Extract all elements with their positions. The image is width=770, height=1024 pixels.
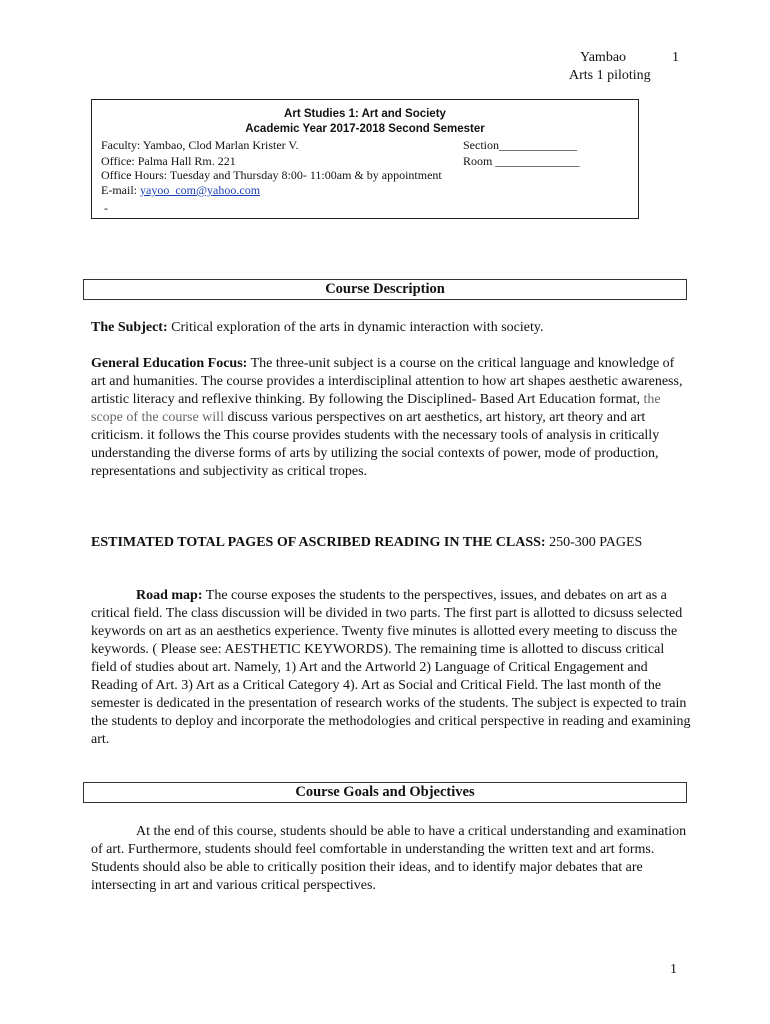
course-title: Art Studies 1: Art and Society bbox=[284, 108, 446, 120]
header-author: Yambao bbox=[580, 50, 627, 65]
dash-mark: - bbox=[104, 201, 108, 215]
faculty-line: Faculty: Yambao, Clod Marlan Krister V. bbox=[101, 138, 299, 152]
roadmap-paragraph bbox=[91, 587, 691, 749]
academic-year: Academic Year 2017-2018 Second Semester bbox=[245, 123, 485, 135]
office-line: Office: Palma Hall Rm. 221 bbox=[101, 154, 236, 168]
ge-focus-text-1: The three-unit subject is a course on the critical language and knowledge of art and humanities. The course provides a interdisciplinal attention to how art shapes aesthetic awareness, artistic literacy and reflexive thinking. By following the Disciplined- Based Art Education format, bbox=[91, 356, 683, 407]
email-label: E-mail: bbox=[101, 183, 140, 197]
ge-focus-paragraph bbox=[91, 355, 691, 481]
roadmap-text: The course exposes the students to the perspectives, issues, and debates on art as a critical field. The class discussion will be divided in two parts. The first part is allotted to dicsuss selected keywords on art as an aesthetics experience. Twenty five minutes is allotted every meeting to discuss the keywords. ( Please see: AESTHETIC KEYWORDS). The remaining time is allotted to discuss critical field of studies about art. Namely, 1) Art and the Artworld 2) Language of Critical Engagement and Reading of Art. 3) Art as a Critical Category 4). Art as Social and Critical Field. The last month of the semester is dedicated in the presentation of research works of the students. The subject is expected to train the students to deploy and incorporate the methodologies and critical perspective in reading and examining art. bbox=[91, 588, 691, 747]
office-hours-line: Office Hours: Tuesday and Thursday 8:00- 11:00am & by appointment bbox=[101, 168, 442, 182]
email-link[interactable]: yayoo_com@yahoo.com bbox=[140, 183, 261, 197]
header-page-number: 1 bbox=[672, 50, 679, 65]
footer-page-number: 1 bbox=[670, 962, 677, 977]
room-field: Room ______________ bbox=[463, 154, 580, 168]
ge-focus-text-grey: the scope of the course will bbox=[91, 392, 661, 425]
section-field: Section_____________ bbox=[463, 138, 577, 152]
goals-paragraph: At the end of this course, students should be able to have a critical understanding and examination of art. Furthermore, students should feel comfortable in understanding the written text and art forms. Students should also be able to critically position their ideas, and to identify major debates that are intersecting in art and various critical perspectives. bbox=[91, 824, 687, 893]
ge-focus-text-2: discuss various perspectives on art aesthetics, art history, art theory and art criticism. it follows the This course provides students with the necessary tools of analysis in critically understanding the diverse forms of arts by utilizing the social contexts of power, mode of production, representations and subjectivity as critical tropes. bbox=[91, 410, 660, 479]
course-goals-heading: Course Goals and Objectives bbox=[83, 782, 687, 803]
roadmap-label: Road map: bbox=[136, 588, 203, 603]
reading-label: ESTIMATED TOTAL PAGES OF ASCRIBED READING IN THE CLASS: bbox=[91, 535, 546, 550]
header-short-title: Arts 1 piloting bbox=[569, 68, 651, 83]
subject-paragraph bbox=[91, 319, 691, 337]
ge-focus-label: General Education Focus: bbox=[91, 356, 248, 371]
course-info-box bbox=[91, 99, 639, 219]
course-description-heading: Course Description bbox=[83, 279, 687, 300]
reading-paragraph bbox=[91, 534, 691, 552]
subject-label: The Subject: bbox=[91, 320, 168, 335]
reading-value: 250-300 PAGES bbox=[545, 535, 643, 550]
email-line bbox=[101, 183, 260, 197]
subject-text: Critical exploration of the arts in dynamic interaction with society. bbox=[167, 320, 544, 335]
